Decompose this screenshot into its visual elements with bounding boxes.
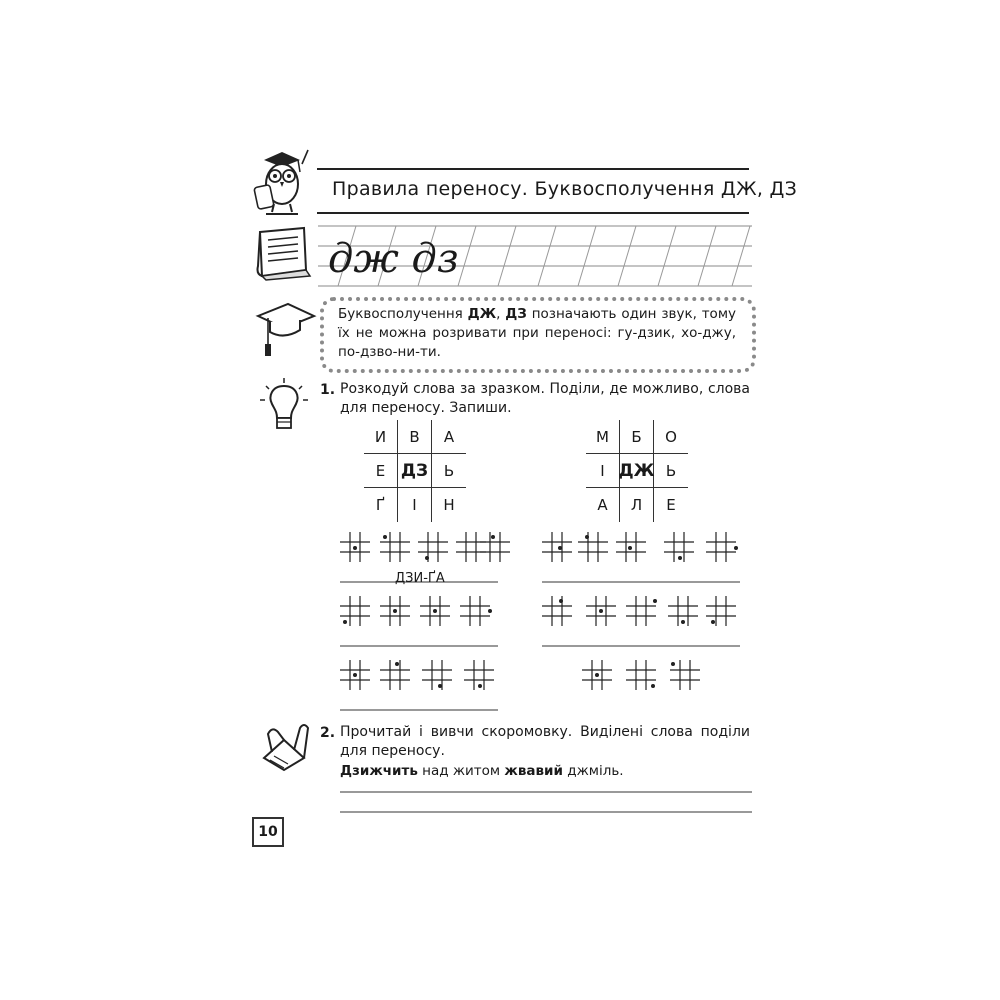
grid-cell: А	[586, 488, 620, 522]
task1-text: Розкодуй слова за зразком. Поділи, де можливо, слова для переносу. Запиши.	[340, 381, 750, 416]
rule-bold-dz: ДЗ	[505, 306, 527, 322]
page-title: Правила переносу. Буквосполучення ДЖ, ДЗ	[332, 178, 798, 200]
grid-cell: Ь	[654, 454, 688, 488]
page-number: 10	[252, 817, 284, 847]
rule-bold-dzh: ДЖ	[467, 306, 497, 322]
lightbulb-icon	[258, 378, 310, 434]
highlighted-word: жвавий	[504, 763, 563, 779]
grid-cell: Е	[364, 454, 398, 488]
tongue-twister: Дзижчить над житом жвавий джміль.	[340, 763, 624, 779]
owl-teacher-icon	[250, 140, 318, 220]
task2-number: 2.	[320, 725, 336, 741]
grid-cell: І	[586, 454, 620, 488]
binder-clip-icon	[258, 722, 312, 774]
grid-cell: М	[586, 420, 620, 454]
notebook-icon	[252, 226, 316, 282]
graduation-cap-icon	[254, 298, 318, 362]
grid-cell: Е	[666, 496, 676, 514]
grid-cell: А	[432, 420, 466, 454]
highlighted-word: Дзижчить	[340, 763, 418, 779]
grid-cell: ДЖ	[620, 454, 654, 488]
grid-cell: Ґ	[364, 488, 398, 522]
letter-grid-right	[586, 420, 688, 522]
code-symbols	[330, 520, 750, 720]
handwriting-sample: дж дз	[328, 236, 459, 282]
answer-lines	[340, 785, 752, 815]
sample-answer: ДЗИ-ҐА	[395, 571, 445, 586]
letter-grid-left	[364, 420, 466, 522]
grid-cell: В	[398, 420, 432, 454]
grid-cell: Б	[620, 420, 654, 454]
grid-cell: Л	[620, 488, 654, 522]
task2-text: Прочитай і вивчи скоромовку. Виділені слова поділи для переносу.	[340, 724, 750, 759]
task1-number: 1.	[320, 382, 336, 398]
grid-cell: Ь	[432, 454, 466, 488]
grid-cell: Н	[443, 496, 455, 514]
grid-cell: І	[398, 488, 432, 522]
rule-text: Буквосполучення ДЖ, ДЗ позначають один звук, тому їх не можна розривати при переносі: гу-дзик, хо-джу, по-дзво-ни-ти.	[338, 306, 736, 360]
grid-cell: О	[654, 420, 688, 454]
grid-cell: И	[364, 420, 398, 454]
grid-cell: ДЗ	[398, 454, 432, 488]
